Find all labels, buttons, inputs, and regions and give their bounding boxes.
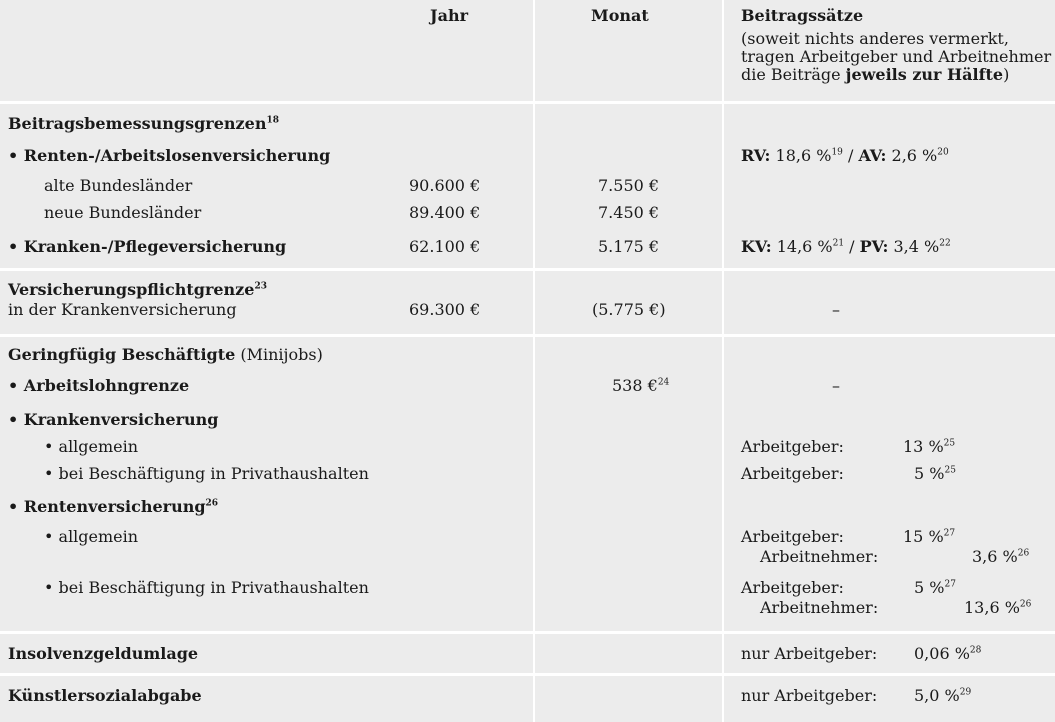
value-alte-monat: 7.550 € — [598, 176, 660, 195]
rate-kv-privat: 5 %$^{25}$ — [914, 464, 956, 483]
row-label-lohngrenze: • Arbeitslohngrenze — [8, 376, 190, 395]
row-label-neue-bundeslaender: neue Bundesländer — [44, 203, 202, 222]
payer-kv-allgemein: Arbeitgeber: — [741, 437, 844, 456]
rate-lohngrenze: – — [832, 376, 840, 395]
row-label-rentenversicherung: • Rentenversicherung$^{26}$ — [8, 497, 219, 516]
payer-kv-privat: Arbeitgeber: — [741, 464, 844, 483]
rate-ksa: 5,0 %$^{29}$ — [914, 686, 972, 705]
rate-kv-pv: KV: 14,6 %$^{21}$ / PV: 3,4 %$^{22}$ — [741, 237, 951, 256]
rate-rv-allgemein-ag: 15 %$^{27}$ — [903, 527, 956, 546]
row-label-kuenstlersozialabgabe: Künstlersozialabgabe — [8, 686, 202, 705]
row-divider — [0, 334, 1055, 337]
section-subtitle-vpg: in der Krankenversicherung — [8, 300, 237, 319]
rate-kv-allgemein: 13 %$^{25}$ — [903, 437, 956, 456]
row-label-rv-allgemein: • allgemein — [44, 527, 139, 546]
payer-ksa: nur Arbeitgeber: — [741, 686, 878, 705]
rate-rv-allgemein-an: 3,6 %$^{26}$ — [972, 547, 1030, 566]
row-label-krankenversicherung: • Krankenversicherung — [8, 410, 219, 429]
payer-rv-privat-an: Arbeitnehmer: — [760, 598, 879, 617]
value-alte-jahr: 90.600 € — [409, 176, 481, 195]
rate-rv-av: RV: 18,6 %$^{19}$ / AV: 2,6 %$^{20}$ — [741, 146, 949, 165]
header-note-line: tragen Arbeitgeber und Arbeitnehmer — [741, 47, 1052, 66]
header-note-line: die Beiträge jeweils zur Hälfte) — [741, 65, 1010, 84]
row-label-kv-pv: • Kranken-/Pflegeversicherung — [8, 237, 287, 256]
section-title-vpg: Versicherungspflichtgrenze$^{23}$ — [8, 280, 267, 299]
rate-rv-privat-ag: 5 %$^{27}$ — [914, 578, 956, 597]
column-header-beitragssaetze: Beitragssätze — [741, 6, 864, 25]
column-header-monat: Monat — [591, 6, 649, 25]
value-neue-jahr: 89.400 € — [409, 203, 481, 222]
payer-rv-allgemein-an: Arbeitnehmer: — [760, 547, 879, 566]
rate-insolvenz: 0,06 %$^{28}$ — [914, 644, 982, 663]
row-label-insolvenzgeldumlage: Insolvenzgeldumlage — [8, 644, 199, 663]
row-label-rv-privat: • bei Beschäftigung in Privathaushalten — [44, 578, 369, 597]
value-vpg-jahr: 69.300 € — [409, 300, 481, 319]
value-lohngrenze-monat: 538 €$^{24}$ — [612, 376, 670, 395]
row-divider — [0, 268, 1055, 271]
value-kv-pv-jahr: 62.100 € — [409, 237, 481, 256]
rate-rv-privat-an: 13,6 %$^{26}$ — [964, 598, 1032, 617]
rate-vpg: – — [832, 300, 840, 319]
column-divider — [533, 0, 535, 722]
row-divider — [0, 101, 1055, 104]
column-divider — [722, 0, 724, 722]
row-label-kv-allgemein: • allgemein — [44, 437, 139, 456]
section-title-bbg: Beitragsbemessungsgrenzen$^{18}$ — [8, 114, 279, 133]
row-label-alte-bundeslaender: alte Bundesländer — [44, 176, 193, 195]
payer-rv-allgemein-ag: Arbeitgeber: — [741, 527, 844, 546]
column-header-jahr: Jahr — [430, 6, 468, 25]
value-neue-monat: 7.450 € — [598, 203, 660, 222]
row-divider — [0, 673, 1055, 676]
section-title-minijobs: Geringfügig Beschäftigte (Minijobs) — [8, 345, 323, 364]
value-kv-pv-monat: 5.175 € — [598, 237, 660, 256]
payer-insolvenz: nur Arbeitgeber: — [741, 644, 878, 663]
row-divider — [0, 631, 1055, 634]
row-label-rv-av: • Renten-/Arbeitslosenversicherung — [8, 146, 331, 165]
row-label-kv-privat: • bei Beschäftigung in Privathaushalten — [44, 464, 369, 483]
value-vpg-monat: (5.775 €) — [592, 300, 666, 319]
payer-rv-privat-ag: Arbeitgeber: — [741, 578, 844, 597]
header-note-line: (soweit nichts anderes vermerkt, — [741, 29, 1009, 48]
